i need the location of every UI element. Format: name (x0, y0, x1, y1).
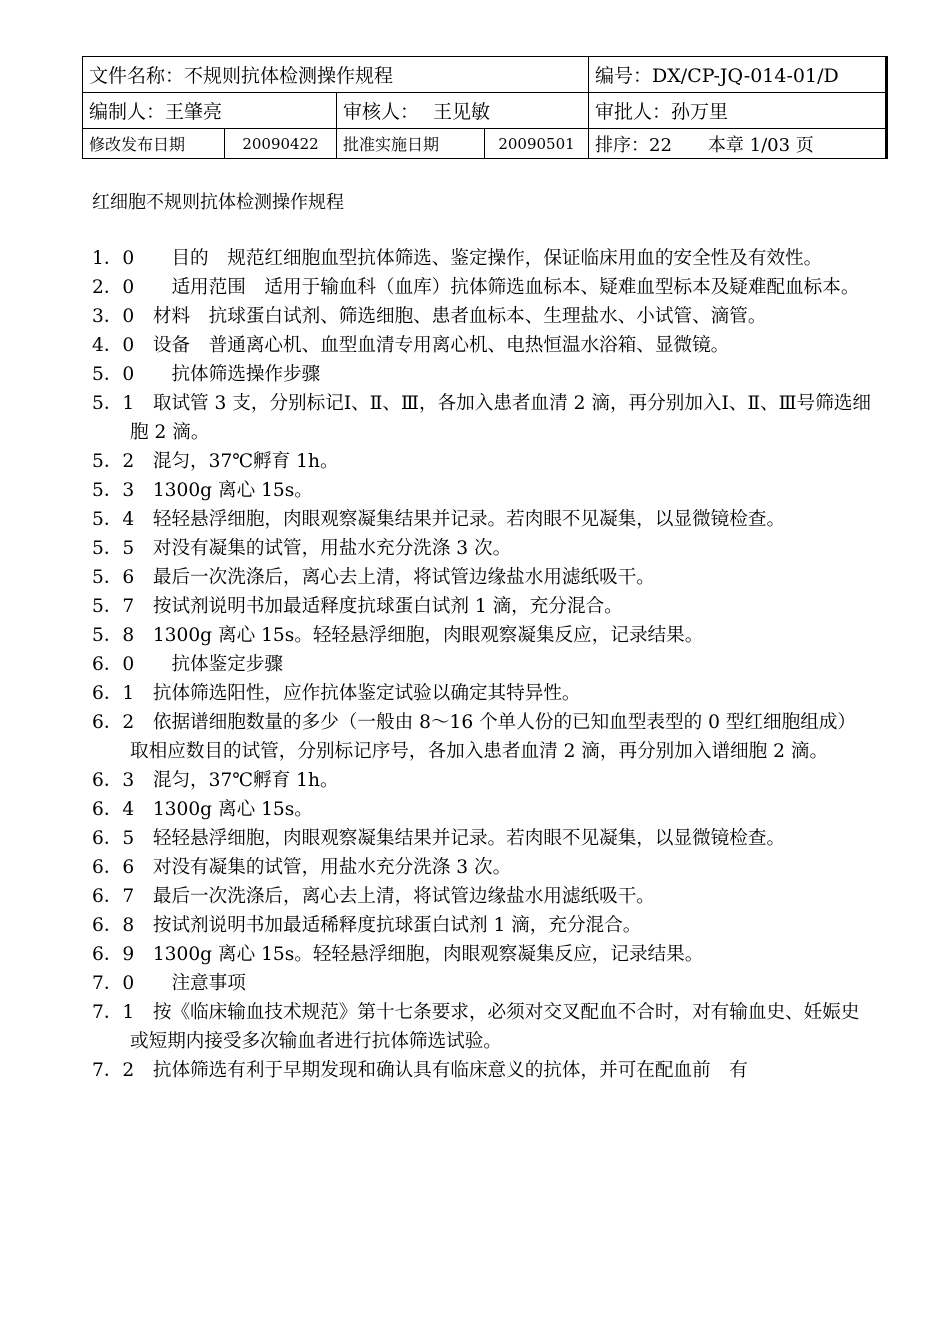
paragraph-6-8: 6．8 按试剂说明书加最适稀释度抗球蛋白试剂 1 滴，充分混合。 (92, 915, 642, 936)
header-row-1 (83, 57, 887, 93)
paragraph-5-1: 5．1 取试管 3 支，分别标记Ⅰ、Ⅱ、Ⅲ，各加入患者血清 2 滴，再分别加入Ⅰ、Ⅱ、Ⅲ号筛选细胞 2 滴。 (92, 393, 871, 443)
paragraph-6-1: 6．1 抗体筛选阳性，应作抗体鉴定试验以确定其特异性。 (92, 683, 581, 704)
paragraph-6-4: 6．4 1300g 离心 15s。 (92, 799, 313, 820)
paragraph-5-4: 5．4 轻轻悬浮细胞，肉眼观察凝集结果并记录。若肉眼不见凝集，以显微镜检查。 (92, 509, 786, 530)
impl-date: 20090501 (485, 129, 589, 159)
document-title: 红细胞不规则抗体检测操作规程 (92, 192, 344, 213)
paragraph-6-5: 6．5 轻轻悬浮细胞，肉眼观察凝集结果并记录。若肉眼不见凝集，以显微镜检查。 (92, 828, 786, 849)
code: DX/CP-JQ-014-01/D (652, 65, 839, 87)
file-name-cell (83, 57, 589, 93)
document-header-table (82, 56, 888, 159)
paragraph-3-0: 3．0 材料 抗球蛋白试剂、筛选细胞、患者血标本、生理盐水、小试管、滴管。 (92, 306, 767, 327)
paragraph-7-1: 7．1 按《临床输血技术规范》第十七条要求，必须对交叉配血不合时，对有输血史、妊娠史或短期内接受多次输血者进行抗体筛选试验。 (92, 1002, 860, 1052)
paragraph-6-7: 6．7 最后一次洗涤后，离心去上清，将试管边缘盐水用滤纸吸干。 (92, 886, 655, 907)
paragraph-5-2: 5．2 混匀，37℃孵育 1h。 (92, 451, 339, 472)
paragraph-6-0: 6．0 抗体鉴定步骤 (92, 654, 284, 675)
header-row-2 (83, 93, 887, 129)
approver-cell (589, 93, 887, 129)
impl-date-label: 批准实施日期 (337, 129, 485, 159)
document-body (92, 244, 874, 1085)
reviewer-cell (337, 93, 589, 129)
paragraph-7-2: 7．2 抗体筛选有利于早期发现和确认具有临床意义的抗体，并可在配血前 有 (92, 1060, 748, 1081)
paragraph-6-9: 6．9 1300g 离心 15s。轻轻悬浮细胞，肉眼观察凝集反应，记录结果。 (92, 944, 704, 965)
file-name: 不规则抗体检测操作规程 (184, 65, 394, 87)
code-cell (589, 57, 887, 93)
sort-page-info: 排序：22 本章 1/03 页 (589, 129, 887, 159)
reviewer: 王见敏 (433, 101, 491, 123)
reviewer-label: 审核人： (343, 101, 420, 123)
paragraph-4-0: 4．0 设备 普通离心机、血型血清专用离心机、电热恒温水浴箱、显微镜。 (92, 335, 730, 356)
author-label: 编制人： (89, 101, 166, 123)
paragraph-6-2: 6．2 依据谱细胞数量的多少（一般由 8～16 个单人份的已知血型表型的 0 型红细胞组成）取相应数目的试管，分别标记序号，各加入患者血清 2 滴，再分别加入谱细胞 2 滴。 (92, 712, 856, 762)
paragraph-5-0: 5．0 抗体筛选操作步骤 (92, 364, 321, 385)
author: 王肇亮 (165, 101, 223, 123)
paragraph-6-3: 6．3 混匀，37℃孵育 1h。 (92, 770, 339, 791)
paragraph-1-0: 1．0 目的 规范红细胞血型抗体筛选、鉴定操作，保证临床用血的安全性及有效性。 (92, 248, 823, 269)
paragraph-5-7: 5．7 按试剂说明书加最适释度抗球蛋白试剂 1 滴，充分混合。 (92, 596, 623, 617)
revise-date: 20090422 (225, 129, 337, 159)
paragraph-6-6: 6．6 对没有凝集的试管，用盐水充分洗涤 3 次。 (92, 857, 512, 878)
author-cell (83, 93, 337, 129)
paragraph-5-3: 5．3 1300g 离心 15s。 (92, 480, 313, 501)
header-row-3 (83, 129, 887, 159)
approver-label: 审批人： (595, 101, 672, 123)
paragraph-7-0: 7．0 注意事项 (92, 973, 246, 994)
paragraph-5-5: 5．5 对没有凝集的试管，用盐水充分洗涤 3 次。 (92, 538, 512, 559)
paragraph-5-6: 5．6 最后一次洗涤后，离心去上清，将试管边缘盐水用滤纸吸干。 (92, 567, 655, 588)
file-name-label: 文件名称： (89, 65, 185, 87)
revise-date-label: 修改发布日期 (83, 129, 225, 159)
paragraph-5-8: 5．8 1300g 离心 15s。轻轻悬浮细胞，肉眼观察凝集反应，记录结果。 (92, 625, 704, 646)
code-label: 编号： (595, 65, 653, 87)
approver: 孙万里 (671, 101, 729, 123)
paragraph-2-0: 2．0 适用范围 适用于输血科（血库）抗体筛选血标本、疑难血型标本及疑难配血标本。 (92, 277, 860, 298)
